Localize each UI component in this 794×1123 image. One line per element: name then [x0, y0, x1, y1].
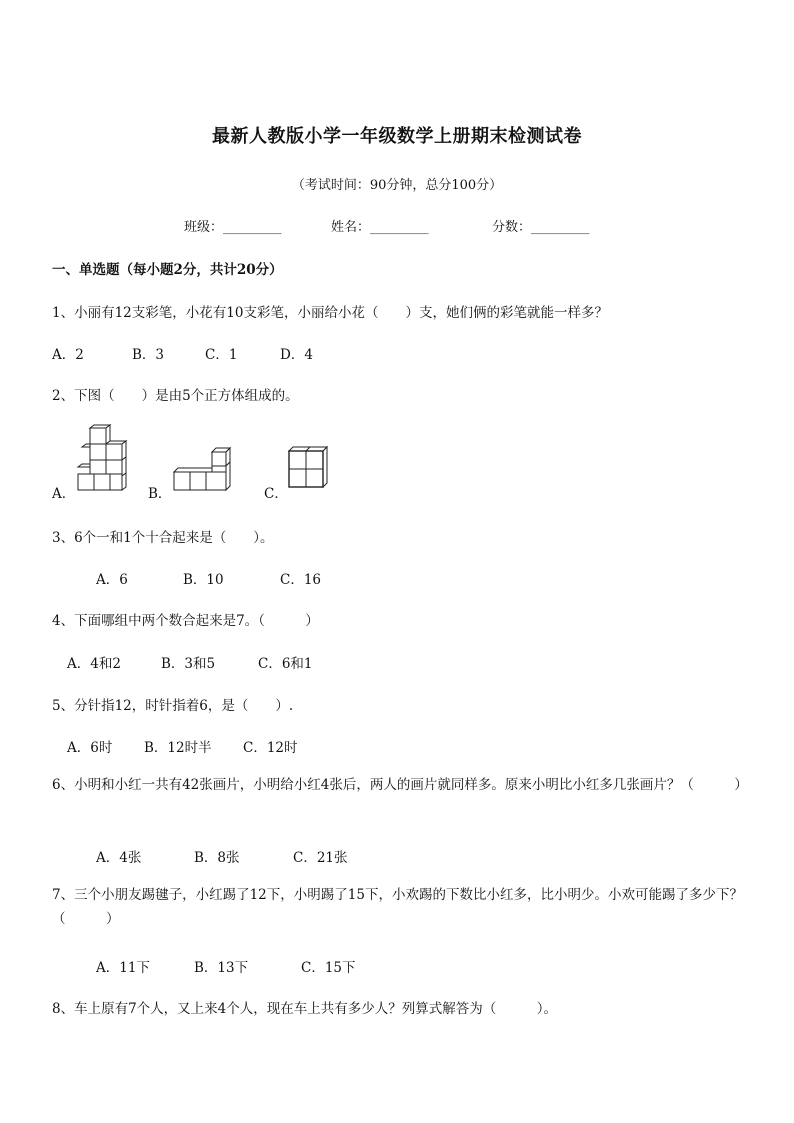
q5-option-c: C．12时: [243, 740, 298, 756]
question-2: 2、下图（ ）是由5个正方体组成的。: [52, 388, 299, 404]
q3-option-b: B．10: [183, 572, 224, 588]
q3-option-c: C．16: [280, 572, 322, 588]
q7-option-b: B．13下: [194, 960, 249, 976]
cube-figure-c: [286, 444, 330, 492]
q1-option-b: B．3: [132, 347, 165, 363]
q4-option-b: B．3和5: [161, 656, 216, 672]
q6-option-a: A．4张: [96, 850, 142, 866]
question-4: 4、下面哪组中两个数合起来是7。（ ）: [52, 613, 319, 629]
q1-option-a: A．2: [52, 347, 84, 363]
class-field: 班级：_________: [184, 220, 282, 235]
q2-option-a: A．: [52, 486, 76, 502]
q4-option-c: C．6和1: [258, 656, 313, 672]
question-1: 1、小丽有12支彩笔，小花有10支彩笔，小丽给小花（ ）支，她们俩的彩笔就能一样多？: [52, 305, 608, 321]
q6-option-c: C．21张: [293, 850, 348, 866]
question-6: 6、小明和小红一共有42张画片，小明给小红4张后，两人的画片就同样多。原来小明比小红多几张画片？（ ）: [52, 777, 748, 793]
question-8: 8、车上原有7个人，又上来4个人，现在车上共有多少人？列算式解答为（ ）。: [52, 1001, 558, 1017]
exam-subtitle: （考试时间：90分钟，总分100分）: [291, 178, 503, 193]
question-7: 7、三个小朋友踢毽子，小红踢了12下，小明踢了15下，小欢踢的下数比小红多，比小明少。小欢可能踢了多少下？（ ）: [52, 887, 743, 927]
q5-option-b: B．12时半: [144, 740, 212, 756]
q2-option-c: C．: [264, 486, 288, 502]
question-5: 5、分针指12，时针指着6，是（ ）.: [52, 698, 294, 714]
q5-option-a: A．6时: [67, 740, 113, 756]
q7-option-c: C．15下: [301, 960, 356, 976]
q7-option-a: A．11下: [96, 960, 150, 976]
q2-option-b: B．: [148, 486, 172, 502]
score-field: 分数：_________: [492, 220, 590, 235]
q6-option-b: B．8张: [194, 850, 240, 866]
page-title: 最新人教版小学一年级数学上册期末检测试卷: [212, 126, 582, 147]
cube-figure-a: [76, 424, 128, 492]
q3-option-a: A．6: [96, 572, 128, 588]
question-3: 3、6个一和1个十合起来是（ ）。: [52, 530, 274, 546]
section-heading: 一、单选题（每小题2分，共计20分）: [52, 262, 283, 278]
q1-option-c: C．1: [205, 347, 238, 363]
name-field: 姓名：_________: [331, 220, 429, 235]
cube-figure-b: [172, 446, 236, 492]
q1-option-d: D．4: [280, 347, 313, 363]
q4-option-a: A．4和2: [67, 656, 121, 672]
